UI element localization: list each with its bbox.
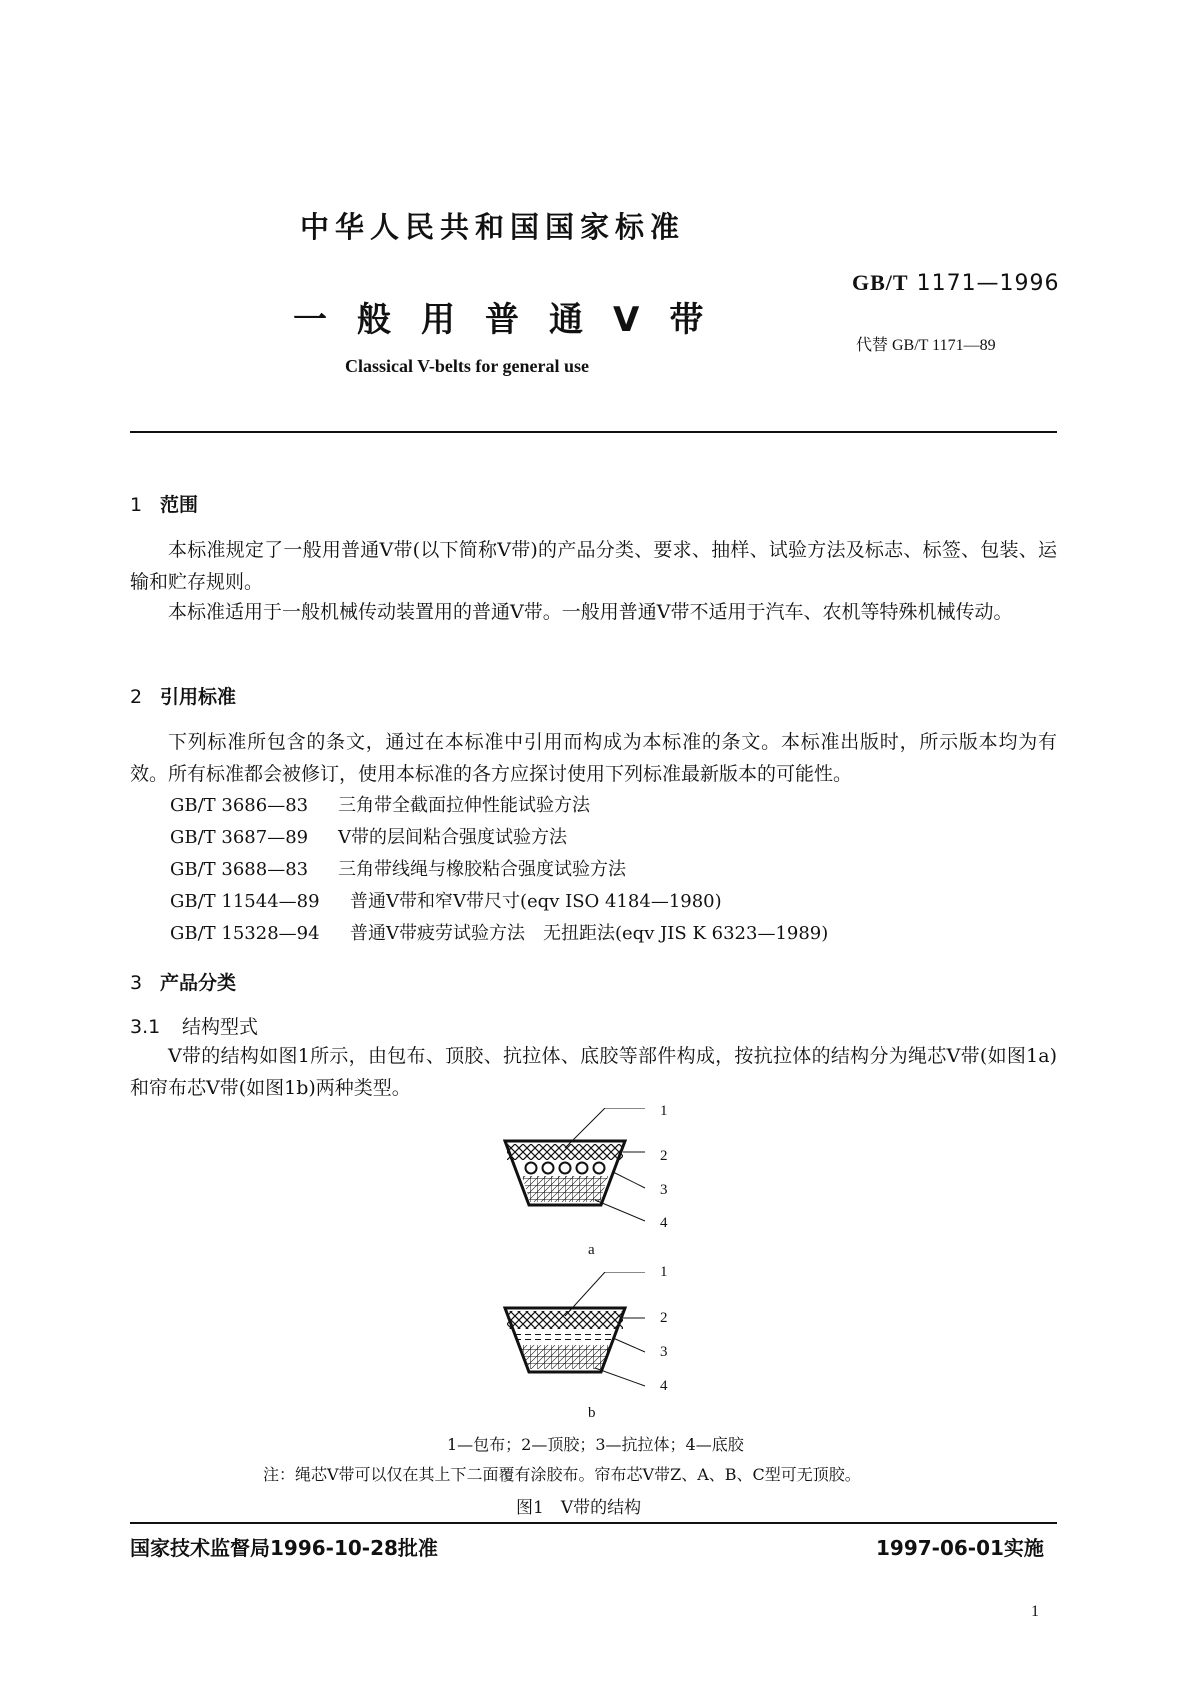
section-3-title: 产品分类	[160, 972, 237, 994]
bottom-rubber-layer	[522, 1176, 608, 1202]
reference-title: V带的层间粘合强度试验方法	[338, 827, 567, 848]
figure-note: 注：绳芯V带可以仅在其上下二面覆有涂胶布。帘布芯V带Z、A、B、C型可无顶胶。	[263, 1465, 861, 1484]
top-rubber-layer	[507, 1144, 623, 1160]
section-3-paragraph: V带的结构如图1所示，由包布、顶胶、抗拉体、底胶等部件构成，按抗拉体的结构分为绳芯V带(如图1a)和帘布芯V带(如图1b)两种类型。	[130, 1045, 1057, 1099]
reference-item	[170, 919, 828, 945]
standard-number-prefix: GB/T	[852, 270, 909, 295]
reference-code: GB/T 3688—83	[170, 859, 309, 880]
approval-date: 国家技术监督局1996-10-28批准	[130, 1536, 438, 1560]
reference-item	[170, 855, 626, 881]
section-2-number: 2	[130, 686, 143, 708]
section-3-heading	[130, 968, 236, 995]
standard-number	[852, 270, 1060, 296]
replaces-standard: 代替 GB/T 1171—89	[856, 337, 996, 354]
figure-1a-label-2: 2	[660, 1148, 668, 1164]
figure-1a-label-3: 3	[660, 1182, 668, 1198]
subsection-number: 3.1	[130, 1016, 161, 1038]
reference-code: GB/T 15328—94	[170, 923, 320, 944]
reference-code: GB/T 3687—89	[170, 827, 309, 848]
bottom-rubber-layer	[519, 1345, 611, 1369]
figure-1a-sublabel: a	[588, 1242, 595, 1258]
reference-code: GB/T 3686—83	[170, 795, 309, 816]
figure-1a-cord-core-belt	[495, 1108, 695, 1226]
figure-1b-sublabel: b	[588, 1405, 596, 1421]
top-rubber-layer	[507, 1311, 623, 1329]
figure-1b-label-2: 2	[660, 1310, 668, 1326]
page-number: 1	[1031, 1603, 1039, 1620]
header-divider	[130, 431, 1057, 433]
reference-title: 普通V带疲劳试验方法 无扭距法(eqv JIS K 6323—1989)	[350, 923, 829, 944]
document-title-chinese: 一般用普通V带	[293, 300, 734, 340]
figure-legend: 1—包布；2—顶胶；3—抗拉体；4—底胶	[447, 1435, 744, 1454]
figure-1b-label-1: 1	[660, 1264, 668, 1280]
figure-1a-label-1: 1	[660, 1103, 668, 1119]
section-1-paragraph-2: 本标准适用于一般机械传动装置用的普通V带。一般用普通V带不适用于汽车、农机等特殊机械传动。	[168, 601, 1013, 623]
document-title-english: Classical V-belts for general use	[345, 356, 589, 376]
section-3-number: 3	[130, 972, 143, 994]
standard-number-rest: 1171—1996	[908, 271, 1060, 296]
section-2-title: 引用标准	[160, 686, 237, 708]
subsection-3-1-heading	[130, 1012, 258, 1039]
section-1-title: 范围	[160, 494, 199, 516]
subsection-title: 结构型式	[182, 1016, 259, 1038]
issuing-authority-title: 中华人民共和国国家标准	[300, 210, 686, 244]
figure-1b-label-4: 4	[660, 1378, 668, 1394]
reference-item	[170, 823, 567, 849]
section-2-intro: 下列标准所包含的条文，通过在本标准中引用而构成为本标准的条文。本标准出版时，所示版本均为有效。所有标准都会被修订，使用本标准的各方应探讨使用下列标准最新版本的可能性。	[130, 731, 1057, 785]
footer-divider	[130, 1522, 1057, 1524]
reference-title: 三角带线绳与橡胶粘合强度试验方法	[338, 859, 626, 880]
figure-1b-fabric-core-belt	[495, 1272, 695, 1390]
figure-1a-label-4: 4	[660, 1215, 668, 1231]
figure-caption: 图1 V带的结构	[516, 1498, 642, 1518]
figure-1b-label-3: 3	[660, 1344, 668, 1360]
reference-item	[170, 887, 722, 913]
fabric-tension-layer	[514, 1330, 616, 1344]
reference-code: GB/T 11544—89	[170, 891, 320, 912]
section-1-paragraph-1: 本标准规定了一般用普通V带(以下简称V带)的产品分类、要求、抽样、试验方法及标志、标签、包装、运输和贮存规则。	[130, 539, 1057, 593]
section-1-number: 1	[130, 494, 143, 516]
section-1-heading	[130, 490, 198, 517]
effective-date: 1997-06-01实施	[876, 1536, 1044, 1560]
section-2-heading	[130, 682, 236, 709]
reference-title: 三角带全截面拉伸性能试验方法	[338, 795, 590, 816]
reference-item	[170, 791, 590, 817]
reference-title: 普通V带和窄V带尺寸(eqv ISO 4184—1980)	[350, 891, 722, 912]
